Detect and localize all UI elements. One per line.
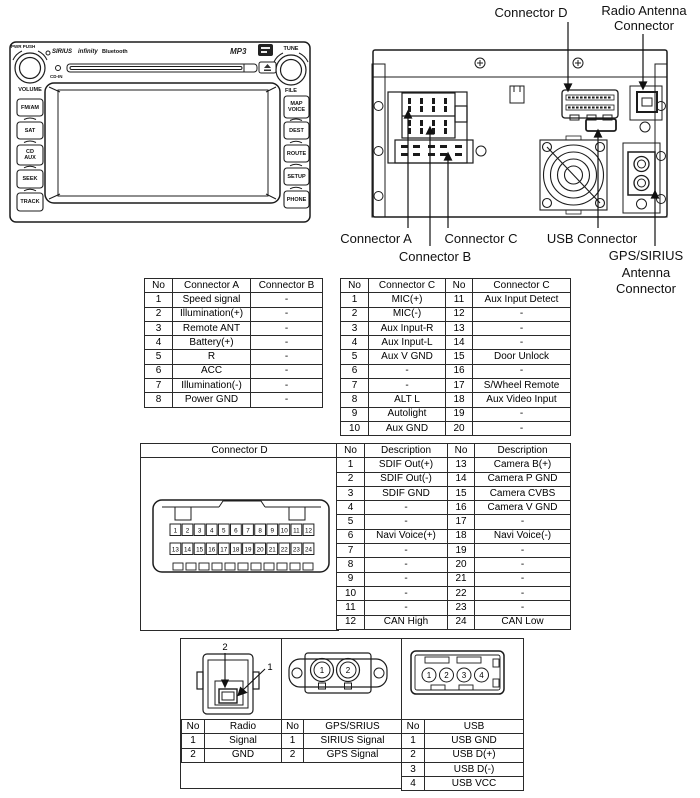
arrow-up-connector-b	[427, 127, 434, 134]
table-cell: -	[475, 586, 571, 600]
table-cell: -	[473, 421, 571, 435]
table-row	[337, 529, 571, 543]
table-cell: Aux Video Input	[473, 393, 571, 407]
table-cell: 1	[402, 734, 425, 748]
table-row	[341, 336, 571, 350]
column-header: GPS/SRIUS	[304, 720, 402, 734]
arrow-down-connector-d	[565, 84, 572, 91]
table-cell: -	[365, 601, 448, 615]
button-label: SEEK	[22, 176, 38, 182]
table-row	[145, 307, 323, 321]
gps-pin-1: 1	[319, 666, 325, 675]
table-row	[337, 615, 571, 629]
table-cell: Camera B(+)	[475, 458, 571, 472]
button-label: PHONE	[286, 196, 307, 203]
table-cell: -	[251, 321, 323, 335]
table-cell: 5	[341, 350, 369, 364]
table-cell: 2	[282, 748, 304, 762]
table-cell: 18	[448, 529, 475, 543]
table-cell: 1	[182, 734, 205, 748]
table-cell: 2	[337, 472, 365, 486]
table-cell: SDIF GND	[365, 486, 448, 500]
table-cell: Remote ANT	[173, 321, 251, 335]
table-row	[341, 421, 571, 435]
table-row	[145, 293, 323, 307]
table-row	[337, 586, 571, 600]
table-cell: 4	[402, 777, 425, 791]
svg-text:MP3: MP3	[230, 47, 247, 56]
table-cell: -	[473, 407, 571, 421]
table-cell: Navi Voice(-)	[475, 529, 571, 543]
table-cell: 14	[448, 472, 475, 486]
table-cell: Battery(+)	[173, 336, 251, 350]
button-label: DEST	[289, 127, 304, 134]
column-header: Connector B	[251, 279, 323, 293]
callout-line: Antenna	[621, 264, 671, 280]
table-cell: -	[365, 558, 448, 572]
usb-connector-callout: USB Connector	[546, 231, 638, 246]
table-cell: Aux Input Detect	[473, 293, 571, 307]
table-cell: 20	[448, 558, 475, 572]
radio-pin2-callout: 2	[222, 642, 228, 653]
connector-a-callout: Connector A	[340, 231, 412, 246]
small-connectors-panel	[180, 638, 524, 789]
column-header: Connector A	[173, 279, 251, 293]
infinity-logo: infinity	[78, 49, 98, 55]
table-cell: 22	[448, 586, 475, 600]
table-cell: -	[473, 307, 571, 321]
bluetooth-logo: Bluetooth	[102, 49, 128, 55]
header-row	[282, 720, 402, 734]
connector-d-table	[336, 443, 571, 630]
table-row	[341, 293, 571, 307]
table-row	[337, 515, 571, 529]
column-header: Description	[365, 444, 448, 458]
connector-d-pin-number: 22	[280, 546, 288, 554]
table-row	[337, 486, 571, 500]
callout-line: Connector	[616, 281, 676, 296]
connector-d-pin-number: 24	[304, 546, 313, 554]
table-row	[337, 572, 571, 586]
table-cell: -	[369, 379, 446, 393]
column-header: No	[282, 720, 304, 734]
table-cell: Camera CVBS	[475, 486, 571, 500]
table-cell: 2	[341, 307, 369, 321]
table-cell: 2	[145, 307, 173, 321]
table-row	[282, 748, 402, 762]
table-row	[341, 393, 571, 407]
table-cell: 16	[448, 501, 475, 515]
header-row	[145, 279, 323, 293]
table-cell: 16	[446, 364, 473, 378]
table-cell: Navi Voice(+)	[365, 529, 448, 543]
table-cell: 7	[145, 379, 173, 393]
usb-pin-3: 3	[461, 671, 467, 680]
table-row	[337, 544, 571, 558]
connector-d-pin-number: 20	[256, 546, 264, 554]
table-cell: 4	[145, 336, 173, 350]
table-cell: -	[251, 350, 323, 364]
table-cell: Illumination(-)	[173, 379, 251, 393]
callout-line: GPS/SIRIUS	[608, 248, 684, 263]
table-cell: 5	[145, 350, 173, 364]
table-cell: Autolight	[369, 407, 446, 421]
connector-d-pins-13-24	[170, 543, 314, 555]
table-cell: 3	[341, 321, 369, 335]
table-cell: USB VCC	[425, 777, 524, 791]
radio-plug-drawing	[181, 639, 281, 719]
table-cell: 4	[337, 501, 365, 515]
connector-d-pin-number: 6	[234, 527, 238, 535]
connector-d-pin-number: 23	[292, 546, 300, 554]
connector-d-pin-number: 19	[244, 546, 252, 554]
gps-sirius-callout	[598, 248, 694, 298]
table-cell: 12	[446, 307, 473, 321]
table-cell: 19	[446, 407, 473, 421]
table-cell: USB D(+)	[425, 748, 524, 762]
button-label: VOICE	[287, 107, 306, 113]
gps-pin-2: 2	[345, 666, 351, 675]
table-cell: USB D(-)	[425, 762, 524, 776]
table-row	[341, 364, 571, 378]
connector-d-pin-number: 16	[208, 546, 216, 554]
table-cell: SIRIUS Signal	[304, 734, 402, 748]
table-cell: -	[473, 336, 571, 350]
table-cell: -	[475, 572, 571, 586]
connector-d-pin-number: 15	[196, 546, 204, 554]
table-cell: MIC(+)	[369, 293, 446, 307]
connector-c-callout: Connector C	[444, 231, 518, 246]
table-row	[337, 601, 571, 615]
table-cell: 12	[337, 615, 365, 629]
connector-d-pin-number: 11	[293, 527, 300, 535]
table-cell: 11	[446, 293, 473, 307]
connector-d-panel-title: Connector D	[141, 444, 338, 458]
radio-pin1-callout: 1	[267, 662, 273, 673]
table-cell: -	[365, 572, 448, 586]
table-cell: 8	[341, 393, 369, 407]
table-row	[402, 777, 524, 791]
column-header: No	[337, 444, 365, 458]
usb-pin-2: 2	[444, 671, 449, 680]
table-cell: -	[473, 364, 571, 378]
table-cell: Power GND	[173, 393, 251, 407]
table-cell: 6	[341, 364, 369, 378]
table-row	[145, 321, 323, 335]
connector-d-pin-number: 9	[270, 527, 274, 535]
table-cell: CAN Low	[475, 615, 571, 629]
usb-plug-drawing	[401, 639, 523, 719]
table-cell: -	[251, 393, 323, 407]
connector-d-pin-number: 12	[304, 527, 313, 535]
table-cell: 23	[448, 601, 475, 615]
connector-d-panel	[140, 443, 339, 631]
connector-a-b-table	[144, 278, 323, 408]
button-label: MAP	[290, 101, 303, 107]
column-header: Connector C	[369, 279, 446, 293]
table-row	[282, 734, 402, 748]
table-row	[145, 393, 323, 407]
table-cell: -	[365, 515, 448, 529]
table-cell: -	[251, 364, 323, 378]
gps-table	[281, 719, 402, 763]
table-cell: 6	[145, 364, 173, 378]
table-cell: Aux V GND	[369, 350, 446, 364]
column-header: No	[182, 720, 205, 734]
table-cell: Aux Input-R	[369, 321, 446, 335]
table-cell: 17	[448, 515, 475, 529]
sirius-logo: SIRIUS	[52, 49, 73, 55]
connector-d-pin-number: 21	[268, 546, 276, 554]
table-cell: 9	[341, 407, 369, 421]
arrow-down-radio-antenna	[640, 82, 647, 89]
table-cell: -	[365, 586, 448, 600]
table-cell: R	[173, 350, 251, 364]
connector-d-pin-number: 7	[246, 527, 250, 535]
table-cell: Camera V GND	[475, 501, 571, 515]
callout-lines	[0, 0, 700, 310]
table-row	[341, 407, 571, 421]
table-row	[341, 350, 571, 364]
table-cell: 19	[448, 544, 475, 558]
table-cell: 6	[337, 529, 365, 543]
table-cell: 14	[446, 336, 473, 350]
table-cell: -	[475, 515, 571, 529]
usb-pin-4: 4	[479, 671, 484, 680]
table-cell: 5	[337, 515, 365, 529]
radio-table	[181, 719, 282, 763]
arrow-up-connector-c	[445, 153, 452, 160]
table-cell: 3	[145, 321, 173, 335]
table-row	[337, 472, 571, 486]
table-cell: SDIF Out(-)	[365, 472, 448, 486]
table-cell: 24	[448, 615, 475, 629]
table-cell: Aux Input-L	[369, 336, 446, 350]
header-row	[182, 720, 282, 734]
table-cell: 18	[446, 393, 473, 407]
table-row	[145, 364, 323, 378]
column-header: USB	[425, 720, 524, 734]
table-row	[337, 558, 571, 572]
table-cell: -	[251, 293, 323, 307]
header-row	[402, 720, 524, 734]
table-row	[402, 734, 524, 748]
button-label: SETUP	[287, 173, 306, 180]
button-label: TRACK	[20, 199, 40, 205]
table-cell: -	[365, 501, 448, 515]
table-row	[145, 379, 323, 393]
table-cell: -	[475, 601, 571, 615]
table-cell: -	[473, 321, 571, 335]
connector-c-table	[340, 278, 571, 436]
connector-d-pins-1-12	[170, 524, 314, 536]
table-cell: Signal	[205, 734, 282, 748]
button-label: CD	[26, 149, 34, 155]
button-label: FM/AM	[20, 104, 40, 111]
table-cell: 13	[448, 458, 475, 472]
connector-d-pin-number: 18	[232, 546, 240, 554]
button-label: SAT	[24, 127, 36, 134]
table-cell: 13	[446, 321, 473, 335]
table-cell: MIC(-)	[369, 307, 446, 321]
table-cell: -	[251, 336, 323, 350]
table-row	[145, 350, 323, 364]
table-row	[145, 336, 323, 350]
table-cell: 10	[337, 586, 365, 600]
power-label: PWR PUSH	[11, 44, 36, 49]
table-cell: USB GND	[425, 734, 524, 748]
button-label: AUX	[24, 155, 36, 161]
cd-in-label: CD-IN	[50, 74, 63, 79]
table-cell: 15	[446, 350, 473, 364]
connector-d-pin-number: 17	[220, 546, 228, 554]
column-header: No	[145, 279, 173, 293]
table-cell: 3	[337, 486, 365, 500]
table-cell: ACC	[173, 364, 251, 378]
table-cell: 2	[402, 748, 425, 762]
usb-pin-1: 1	[426, 671, 432, 680]
column-header: Radio	[205, 720, 282, 734]
tune-label: TUNE	[283, 46, 299, 52]
connector-d-pin-number: 8	[258, 527, 262, 535]
column-header: Description	[475, 444, 571, 458]
table-row	[402, 748, 524, 762]
table-cell: -	[251, 379, 323, 393]
column-header: No	[448, 444, 475, 458]
table-cell: CAN High	[365, 615, 448, 629]
table-cell: S/Wheel Remote	[473, 379, 571, 393]
table-cell: 10	[341, 421, 369, 435]
connector-d-pin-number: 14	[183, 546, 192, 554]
header-row	[341, 279, 571, 293]
table-cell: Aux GND	[369, 421, 446, 435]
connector-b-callout: Connector B	[398, 249, 472, 264]
table-row	[341, 321, 571, 335]
table-row	[182, 748, 282, 762]
table-cell: 1	[341, 293, 369, 307]
table-cell: 3	[402, 762, 425, 776]
table-cell: SDIF Out(+)	[365, 458, 448, 472]
table-cell: -	[369, 364, 446, 378]
arrow-up-gps	[652, 191, 659, 198]
table-cell: 2	[182, 748, 205, 762]
table-row	[341, 307, 571, 321]
table-cell: GPS Signal	[304, 748, 402, 762]
table-cell: 17	[446, 379, 473, 393]
connector-d-pin-number: 5	[222, 527, 226, 535]
table-row	[337, 458, 571, 472]
table-cell: 1	[145, 293, 173, 307]
connector-d-pin-number: 10	[280, 527, 288, 535]
usb-table	[401, 719, 524, 791]
table-row	[402, 762, 524, 776]
table-cell: -	[251, 307, 323, 321]
connector-d-pin-number: 4	[209, 527, 214, 535]
gps-plug-drawing	[281, 639, 401, 719]
connector-d-callout: Connector D	[494, 5, 568, 20]
table-cell: 15	[448, 486, 475, 500]
table-cell: -	[475, 544, 571, 558]
connector-d-pin-number: 1	[173, 527, 178, 535]
table-cell: Door Unlock	[473, 350, 571, 364]
table-cell: 7	[341, 379, 369, 393]
table-row	[337, 501, 571, 515]
table-cell: 21	[448, 572, 475, 586]
connector-d-pin-number: 2	[185, 527, 190, 535]
table-row	[182, 734, 282, 748]
column-header: No	[446, 279, 473, 293]
file-label: FILE	[285, 88, 297, 94]
button-label: ROUTE	[286, 150, 307, 157]
table-cell: 4	[341, 336, 369, 350]
table-row	[341, 379, 571, 393]
table-cell: 1	[282, 734, 304, 748]
connector-d-pin-number: 13	[171, 546, 179, 554]
callout-line: Radio Antenna	[601, 3, 687, 18]
column-header: No	[341, 279, 369, 293]
table-cell: Camera P GND	[475, 472, 571, 486]
table-cell: -	[475, 558, 571, 572]
table-cell: Illumination(+)	[173, 307, 251, 321]
table-cell: 8	[337, 558, 365, 572]
volume-label: VOLUME	[18, 87, 42, 93]
table-cell: Speed signal	[173, 293, 251, 307]
table-cell: 8	[145, 393, 173, 407]
table-cell: 11	[337, 601, 365, 615]
callout-line: Connector	[614, 18, 674, 33]
connector-d-pin-number: 3	[197, 527, 202, 535]
table-cell: ALT L	[369, 393, 446, 407]
table-cell: GND	[205, 748, 282, 762]
arrow-up-connector-a	[405, 111, 412, 118]
table-cell: 20	[446, 421, 473, 435]
arrow-up-usb	[595, 130, 602, 137]
table-cell: -	[365, 544, 448, 558]
radio-antenna-callout	[592, 3, 696, 33]
header-row	[337, 444, 571, 458]
column-header: No	[402, 720, 425, 734]
table-cell: 9	[337, 572, 365, 586]
table-cell: 7	[337, 544, 365, 558]
table-cell: 1	[337, 458, 365, 472]
column-header: Connector C	[473, 279, 571, 293]
connector-d-pinout-drawing	[141, 458, 338, 630]
